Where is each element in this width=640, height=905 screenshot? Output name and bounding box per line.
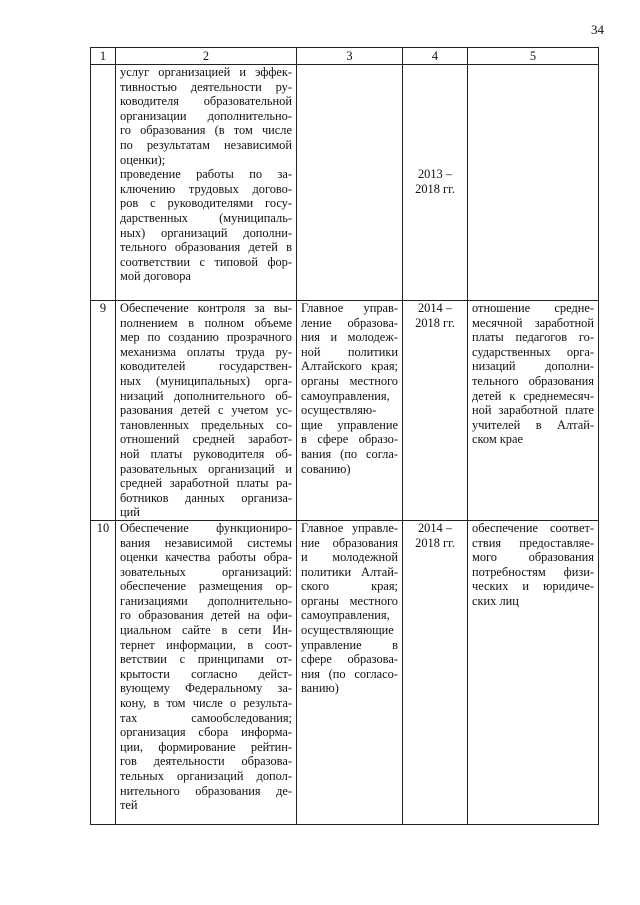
exec-line: ние образования <box>301 535 398 550</box>
table-row <box>91 301 599 521</box>
desc-line: ководителей государствен- <box>120 359 292 374</box>
desc-line: отношений средней заработ- <box>120 432 292 447</box>
page-number: 34 <box>591 22 604 37</box>
target-indicator-cell <box>468 65 599 301</box>
row-number-cell <box>91 520 116 824</box>
responsible-executor-cell <box>297 301 403 521</box>
measure-description-cell <box>116 520 297 824</box>
desc-line: разовательных организаций и <box>120 461 292 476</box>
desc-line: ров с руководителями госу- <box>120 196 292 211</box>
ind-line: платы педагогов го- <box>472 330 594 345</box>
desc-line: средней заработной платы ра- <box>120 476 292 491</box>
exec-line: ванию) <box>301 681 339 696</box>
desc-line: гов деятельности образова- <box>120 754 292 769</box>
exec-line: в сфере образо- <box>301 432 398 447</box>
desc-line: тельного образования детей в <box>120 240 292 255</box>
exec-line: осуществляющие <box>301 623 394 638</box>
exec-line: Главное управ- <box>301 301 398 315</box>
header-cell-3: 3 <box>297 48 403 65</box>
exec-line: щие управление <box>301 417 398 432</box>
desc-line: тивностью деятельности ру- <box>120 79 292 94</box>
ind-line: месячной заработной <box>472 315 594 330</box>
row-number: 10 <box>96 520 110 535</box>
desc-line: мер по созданию прозрачного <box>120 330 292 345</box>
ind-line: ских лиц <box>472 593 519 608</box>
row-number-cell <box>91 301 116 521</box>
desc-line: вания независимой системы <box>120 535 292 550</box>
desc-line: полнением в полном объеме <box>120 315 292 330</box>
ind-line: тельного образования <box>472 373 594 388</box>
desc-line: ганизациями дополнительно- <box>120 593 292 608</box>
target-indicator-cell <box>468 301 599 521</box>
exec-line: осуществляю- <box>301 403 377 418</box>
target-indicator-cell <box>468 520 599 824</box>
table-row <box>91 65 599 301</box>
exec-line: вания (по согла- <box>301 446 398 461</box>
measures-table <box>90 47 599 825</box>
desc-line: Обеспечение контроля за вы- <box>120 301 292 315</box>
exec-line: Алтайского края; <box>301 359 398 374</box>
ind-line: мого образования <box>472 550 594 565</box>
desc-line: низаций дополнительного об- <box>120 388 292 403</box>
term-spacer <box>407 65 463 167</box>
responsible-executor-cell <box>297 520 403 824</box>
exec-line: управление в <box>301 637 398 652</box>
implementation-term-cell <box>403 520 468 824</box>
exec-line: политики Алтай- <box>301 564 398 579</box>
desc-line: услуг организацией и эффек- <box>120 65 292 79</box>
ind-line: потребностям физи- <box>472 564 594 579</box>
desc-line: тельных организаций допол- <box>120 769 292 783</box>
responsible-executor-cell <box>297 65 403 301</box>
desc-line: ководителя образовательной <box>120 94 292 109</box>
exec-line: ния и молодеж- <box>301 330 398 345</box>
exec-line: органы местного <box>301 373 398 388</box>
desc-line: мой договора <box>120 269 191 284</box>
exec-line: самоуправления, <box>301 388 390 403</box>
ind-line: детей к среднемесяч- <box>472 388 594 403</box>
ind-line: ческих и юридиче- <box>472 579 594 594</box>
header-row <box>91 48 599 65</box>
desc-line: организация сбора информа- <box>120 725 292 740</box>
desc-line: организации дополнительно- <box>120 108 292 123</box>
desc-line: оценки качества работы обра- <box>120 550 292 565</box>
exec-line: и молодежной <box>301 550 398 565</box>
exec-line: ной политики <box>301 344 398 359</box>
exec-line: Главное управле- <box>301 520 398 535</box>
desc-line: дарственных (муниципаль- <box>120 210 292 225</box>
ind-line: ском крае <box>472 432 524 447</box>
desc-line: проведение работы по за- <box>120 167 292 182</box>
desc-line: разования детей с учетом ус- <box>120 403 292 418</box>
desc-line: тернет информации, в соот- <box>120 637 292 652</box>
implementation-term-cell <box>403 65 468 301</box>
desc-line: нительного образования де- <box>120 783 292 798</box>
desc-line: ных (муниципальных) орга- <box>120 373 292 388</box>
header-cell-2: 2 <box>116 48 297 65</box>
table-row <box>91 520 599 824</box>
desc-line: тановленных предельных со- <box>120 417 292 432</box>
desc-line: го образования детей на офи- <box>120 608 292 623</box>
ind-line: сударственных орга- <box>472 344 594 359</box>
ind-line: низаций дополни- <box>472 359 594 374</box>
desc-line: обеспечение размещения ор- <box>120 579 292 594</box>
term-line: 2018 гг. <box>415 535 455 550</box>
desc-line: кону, в том числе о результа- <box>120 696 292 711</box>
desc-line: го образования (в том числе <box>120 123 292 138</box>
term-line: 2014 – <box>417 520 453 535</box>
term-line: 2013 – <box>417 167 453 182</box>
term-line: 2018 гг. <box>415 315 455 330</box>
desc-line: Обеспечение функциониро- <box>120 520 292 535</box>
exec-line: самоуправления, <box>301 608 390 623</box>
ind-line: ствия предоставляе- <box>472 535 594 550</box>
desc-line: ботников данных организа- <box>120 490 292 505</box>
header-cell-1: 1 <box>91 48 116 65</box>
measure-description-cell <box>116 301 297 521</box>
exec-line: сованию) <box>301 461 351 476</box>
desc-line: механизма оплаты труда ру- <box>120 344 292 359</box>
ind-line: ной заработной плате <box>472 403 594 418</box>
measure-description-cell <box>116 65 297 301</box>
ind-line: отношение средне- <box>472 301 594 315</box>
exec-line: ния (по согласо- <box>301 666 398 681</box>
implementation-term-cell <box>403 301 468 521</box>
desc-line: зовательных организаций: <box>120 564 292 579</box>
exec-line: ского края; <box>301 579 398 594</box>
row-number: 9 <box>99 301 107 315</box>
desc-line: тах самообследования; <box>120 710 292 725</box>
term-line: 2018 гг. <box>415 181 455 196</box>
exec-line: сфере образова- <box>301 652 398 667</box>
ind-line: обеспечение соответ- <box>472 520 594 535</box>
desc-line: крытости согласно дейст- <box>120 666 292 681</box>
row-number-cell <box>91 65 116 301</box>
exec-line: органы местного <box>301 593 398 608</box>
exec-line: ление образова- <box>301 315 398 330</box>
desc-line: ции, формирование рейтин- <box>120 739 292 754</box>
desc-line: вующему Федеральному за- <box>120 681 292 696</box>
desc-line: ной платы руководителя об- <box>120 446 292 461</box>
desc-line: ций <box>120 505 140 520</box>
desc-line: по результатам независимой <box>120 137 292 152</box>
desc-line: оценки); <box>120 152 166 167</box>
desc-line: ветствии с принципами от- <box>120 652 292 667</box>
header-cell-4: 4 <box>403 48 468 65</box>
desc-line: ключению трудовых догово- <box>120 181 292 196</box>
term-line: 2014 – <box>417 301 453 315</box>
desc-line: ных) организаций дополни- <box>120 225 292 240</box>
desc-line: циальном сайте в сети Ин- <box>120 623 292 638</box>
desc-line: соответствии с типовой фор- <box>120 254 292 269</box>
desc-line: тей <box>120 798 138 813</box>
ind-line: учителей в Алтай- <box>472 417 594 432</box>
header-cell-5: 5 <box>468 48 599 65</box>
